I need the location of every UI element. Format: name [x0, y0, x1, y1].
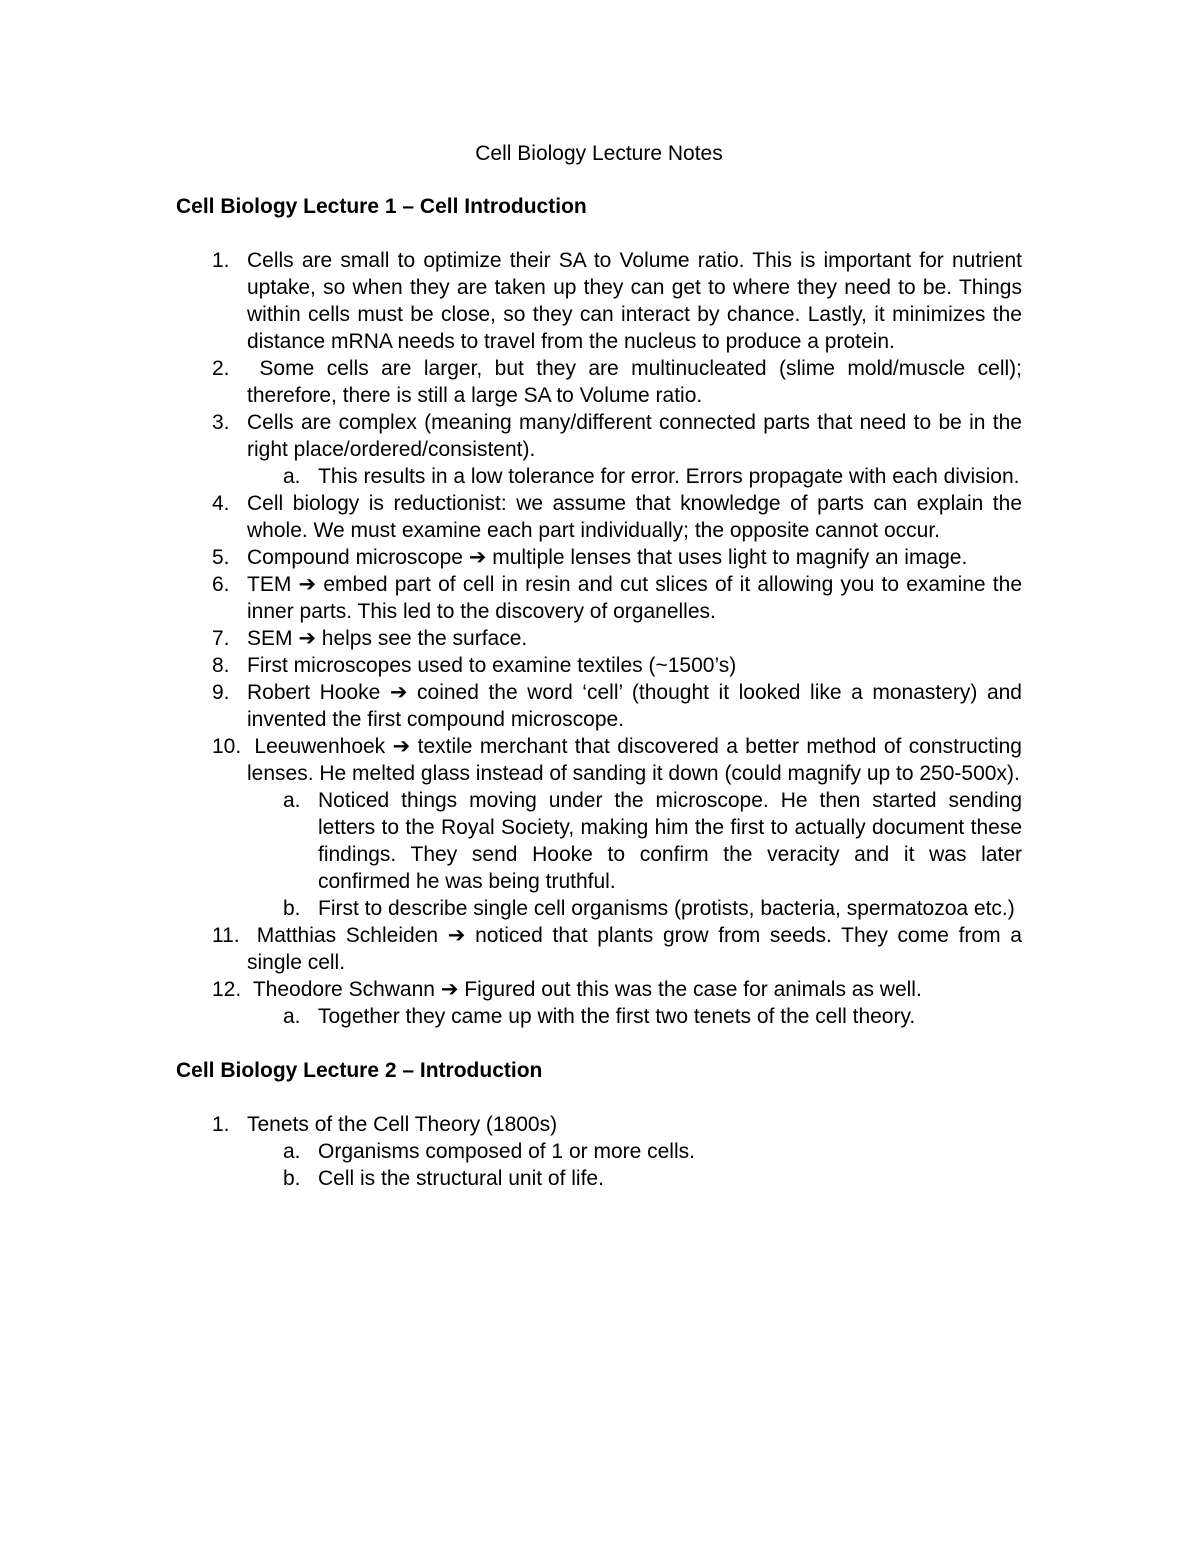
list-item-text-lead: Compound microscope	[247, 546, 469, 569]
list-item-number: 10.	[212, 735, 242, 758]
list-item-number: 3.	[212, 411, 230, 434]
list-item-text-rest: embed part of cell in resin and cut slices of it allowing you to examine the inner parts. This led to the discovery of organelles.	[247, 573, 1028, 623]
list-item	[176, 355, 1028, 409]
list-item	[176, 922, 1028, 976]
sub-list-item-letter: a.	[283, 789, 301, 812]
list-item	[176, 490, 1022, 544]
sub-list-item-text: First to describe single cell organisms (protists, bacteria, spermatozoa etc.)	[318, 897, 1015, 920]
list-item-number: 2.	[212, 357, 230, 380]
list-item-number: 5.	[212, 546, 230, 569]
list-item-text-lead: Matthias Schleiden	[247, 924, 448, 947]
sub-list-item	[247, 895, 1022, 922]
sub-list-item	[247, 787, 1022, 895]
list-item-number: 4.	[212, 492, 230, 515]
document-title: Cell Biology Lecture Notes	[475, 142, 723, 165]
sub-list-item	[247, 1138, 1022, 1165]
sub-list-item-text: Noticed things moving under the microscope. He then started sending letters to the Royal Society, making him the first to actually document these findings. They send Hooke to confirm the veracity and it was later confirmed he was being truthful.	[318, 789, 1022, 893]
sub-list-item	[247, 463, 1022, 490]
list-item	[176, 409, 1022, 490]
lecture-1-heading: Cell Biology Lecture 1 – Cell Introduction	[176, 195, 587, 218]
list-item-number: 11.	[212, 924, 240, 947]
right-arrow-icon: ➔	[392, 735, 411, 758]
sub-list	[247, 463, 1022, 490]
lecture-2-list	[176, 1111, 1022, 1192]
list-item-text-rest: multiple lenses that uses light to magnify an image.	[486, 546, 968, 569]
sub-list-item-text: Together they came up with the first two tenets of the cell theory.	[318, 1005, 916, 1028]
lecture-1-list	[176, 247, 1028, 1030]
sub-list-item-letter: a.	[283, 1005, 301, 1028]
list-item-text-lead: Theodore Schwann	[247, 978, 441, 1001]
list-item-text: Cells are small to optimize their SA to Volume ratio. This is important for nutrient uptake, so when they are taken up they can get to where they need to be. Things within cells must be close, so they can interact by chance. Lastly, it minimizes the distance mRNA needs to travel from the nucleus to produce a protein.	[247, 249, 1022, 353]
list-item-text-lead: SEM	[247, 627, 299, 650]
list-item	[176, 652, 1022, 679]
sub-list-item-letter: a.	[283, 1140, 301, 1163]
right-arrow-icon: ➔	[389, 681, 408, 704]
sub-list	[247, 787, 1022, 922]
list-item-text-lead: TEM	[247, 573, 299, 596]
list-item-text-rest: helps see the surface.	[315, 627, 528, 650]
list-item-number: 7.	[212, 627, 230, 650]
list-item	[176, 733, 1028, 922]
list-item-number: 1.	[212, 249, 230, 272]
sub-list-item-text: Cell is the structural unit of life.	[318, 1167, 604, 1190]
list-item-number: 8.	[212, 654, 230, 677]
list-item	[176, 571, 1028, 625]
list-item-text: First microscopes used to examine textiles (~1500’s)	[247, 654, 737, 677]
list-item-text-rest: Figured out this was the case for animals as well.	[458, 978, 922, 1001]
list-item-text-rest: coined the word ‘cell’ (thought it looked like a monastery) and invented the first compound microscope.	[247, 681, 1028, 731]
list-item	[176, 544, 1022, 571]
sub-list-item	[247, 1165, 1022, 1192]
list-item-text-rest: noticed that plants grow from seeds. They come from a single cell.	[247, 924, 1028, 974]
right-arrow-icon: ➔	[468, 546, 487, 569]
list-item	[176, 247, 1022, 355]
sub-list-item-letter: a.	[283, 465, 301, 488]
list-item-number: 9.	[212, 681, 230, 704]
list-item	[176, 1111, 1022, 1192]
list-item-text-rest: textile merchant that discovered a better method of constructing lenses. He melted glass instead of sanding it down (could magnify up to 250-500x).	[247, 735, 1028, 785]
sub-list-item	[247, 1003, 1022, 1030]
list-item	[176, 679, 1028, 733]
list-item	[176, 625, 1022, 652]
list-item-text: Tenets of the Cell Theory (1800s)	[247, 1113, 558, 1136]
list-item	[176, 976, 1022, 1030]
right-arrow-icon: ➔	[440, 978, 459, 1001]
lecture-2-heading: Cell Biology Lecture 2 – Introduction	[176, 1059, 543, 1082]
sub-list-item-letter: b.	[283, 1167, 301, 1190]
right-arrow-icon: ➔	[298, 627, 316, 650]
sub-list-item-text: Organisms composed of 1 or more cells.	[318, 1140, 695, 1163]
list-item-number: 1.	[212, 1113, 230, 1136]
sub-list-item-text: This results in a low tolerance for error. Errors propagate with each division.	[318, 465, 1020, 488]
right-arrow-icon: ➔	[447, 924, 466, 947]
list-item-number: 6.	[212, 573, 230, 596]
list-item-text-lead: Leeuwenhoek	[247, 735, 393, 758]
sub-list	[247, 1138, 1022, 1192]
list-item-number: 12.	[212, 978, 242, 1001]
list-item-text: Cell biology is reductionist: we assume that knowledge of parts can explain the whole. We must examine each part individually; the opposite cannot occur.	[247, 492, 1022, 542]
sub-list-item-letter: b.	[283, 897, 301, 920]
section-spacer	[176, 1030, 1022, 1057]
sub-list	[247, 1003, 1022, 1030]
document-page	[176, 140, 1028, 1192]
list-item-text-lead: Robert Hooke	[247, 681, 390, 704]
list-item-text: Cells are complex (meaning many/different connected parts that need to be in the right place/ordered/consistent).	[247, 411, 1022, 461]
list-item-text: Some cells are larger, but they are multinucleated (slime mold/muscle cell); therefore, there is still a large SA to Volume ratio.	[247, 357, 1028, 407]
right-arrow-icon: ➔	[298, 573, 317, 596]
